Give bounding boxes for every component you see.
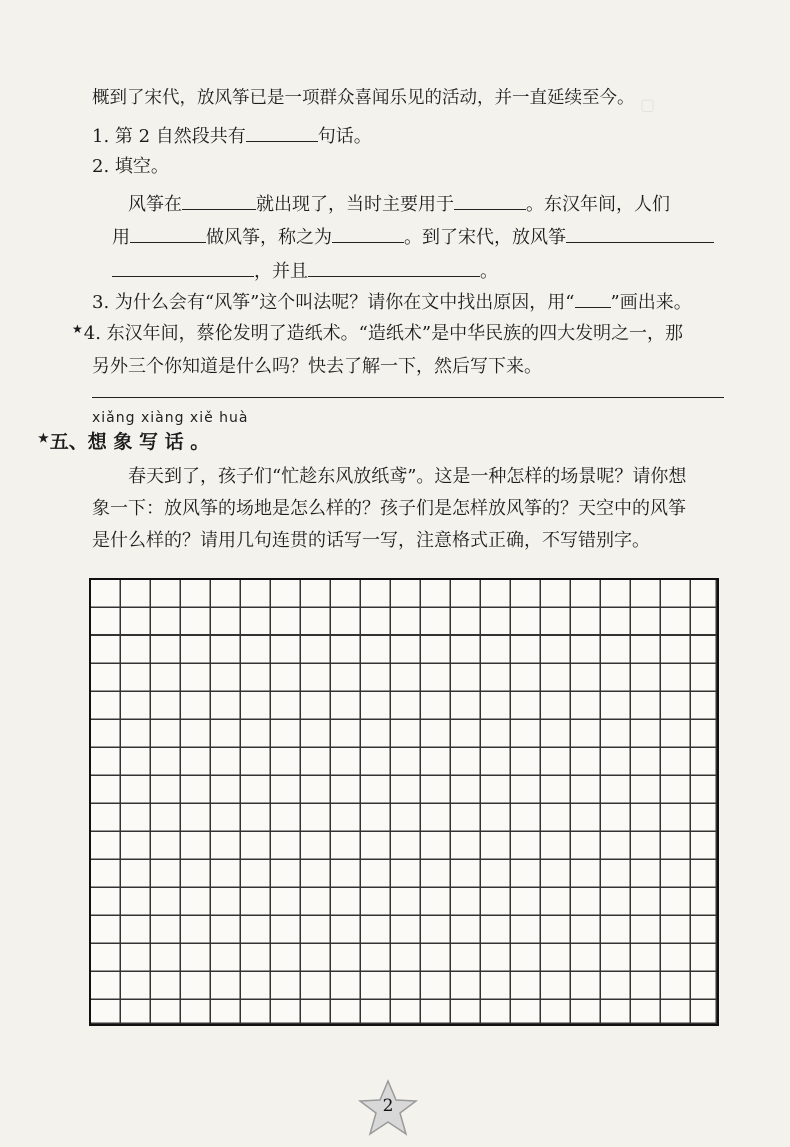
underline-sample <box>575 287 611 308</box>
section-5-pinyin: xiǎng xiàng xiě huà <box>92 410 249 426</box>
section-5-title: ★五、想 象 写 话 。 <box>38 431 210 453</box>
question-2-line-2: 用 做风筝，称之为 。到了宋代，放风筝 <box>112 222 714 250</box>
section-5-prompt-line-2: 象一下：放风筝的场地是怎么样的？孩子们是怎样放风筝的？天空中的风筝 <box>92 498 686 519</box>
writing-grid[interactable] <box>89 578 719 1026</box>
answer-blank[interactable] <box>112 256 254 277</box>
answer-blank[interactable] <box>246 121 318 142</box>
question-4-line-2: 另外三个你知道是什么吗？快去了解一下，然后写下来。 <box>92 356 542 377</box>
answer-blank[interactable] <box>454 189 526 210</box>
star-icon: ★ <box>72 322 83 336</box>
question-2-line-1: 风筝在 就出现了，当时主要用于 。东汉年间，人们 <box>128 189 670 217</box>
question-4-line-1: ★4. 东汉年间，蔡伦发明了造纸术。“造纸术”是中华民族的四大发明之一，那 <box>72 322 684 344</box>
answer-blank[interactable] <box>130 222 206 243</box>
answer-blank[interactable] <box>332 222 404 243</box>
bleed-through: ▢ <box>640 95 656 114</box>
question-2-label: 2. 填空。 <box>92 156 169 177</box>
answer-line[interactable] <box>92 397 724 398</box>
answer-blank[interactable] <box>308 256 480 277</box>
question-1: 1. 第 2 自然段共有 句话。 <box>92 121 372 149</box>
page-number: 2 <box>382 1096 394 1116</box>
section-5-prompt-line-3: 是什么样的？请用几句连贯的话写一写，注意格式正确，不写错别字。 <box>92 530 650 551</box>
intro-line: 概到了宋代，放风筝已是一项群众喜闻乐见的活动，并一直延续至今。 <box>92 88 635 108</box>
section-5-prompt-line-1: 春天到了，孩子们“忙趁东风放纸鸢”。这是一种怎样的场景呢？请你想 <box>128 466 687 487</box>
question-3: 3. 为什么会有“风筝”这个叫法呢？请你在文中找出原因，用“ ”画出来。 <box>92 287 692 315</box>
answer-blank[interactable] <box>182 189 256 210</box>
page-number-badge <box>356 1078 420 1138</box>
star-icon: ★ <box>38 431 49 445</box>
question-2-line-3: ，并且 。 <box>112 256 498 284</box>
answer-blank[interactable] <box>566 222 714 243</box>
